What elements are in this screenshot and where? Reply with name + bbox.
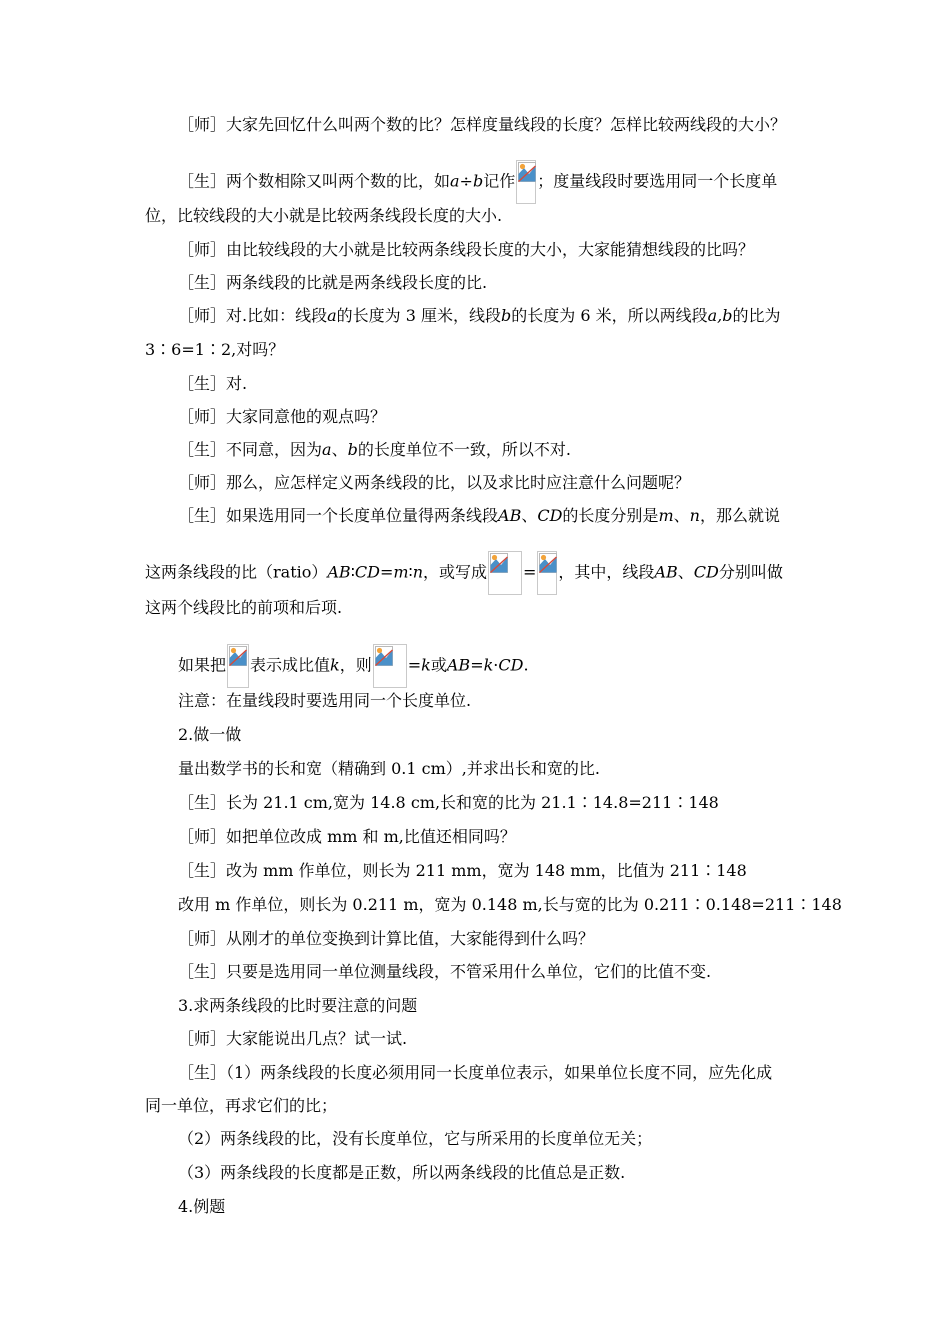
text-line: ［生］如果选用同一个长度单位量得两条线段AB、CD的长度分别是m、n，那么就说 xyxy=(178,506,780,525)
broken-image-icon xyxy=(488,551,522,595)
text-line: 这两个线段比的前项和后项. xyxy=(145,598,343,617)
text-line: 这两条线段的比（ratio）AB∶CD=m∶n，或写成 = ，其中，线段AB、CD分别叫做 xyxy=(145,551,783,595)
text-line: ［师］大家先回忆什么叫两个数的比？怎样度量线段的长度？怎样比较两线段的大小？ xyxy=(178,115,787,134)
text-line: ［生］只要是选用同一单位测量线段，不管采用什么单位，它们的比值不变. xyxy=(178,962,712,981)
text-line: 同一单位，再求它们的比； xyxy=(145,1096,338,1115)
text-line: ［师］大家同意他的观点吗？ xyxy=(178,407,387,426)
text-line: ［师］对.比如：线段a的长度为 3 厘米，线段b的长度为 6 米，所以两线段a,b的比为 xyxy=(178,306,781,325)
broken-image-icon xyxy=(537,551,557,595)
section-heading: 3.求两条线段的比时要注意的问题 xyxy=(178,996,418,1015)
broken-image-icon xyxy=(516,160,536,204)
text-line: ［生］不同意，因为a、b的长度单位不一致，所以不对. xyxy=(178,440,571,459)
text-line: 3∶6=1∶2,对吗？ xyxy=(145,340,285,359)
broken-image-icon xyxy=(373,644,407,688)
text-line: 如果把 表示成比值k，则 =k或AB=k·CD. xyxy=(178,644,529,688)
text-line: 位，比较线段的大小就是比较两条线段长度的大小. xyxy=(145,206,503,225)
text-line: （2）两条线段的比，没有长度单位，它与所采用的长度单位无关； xyxy=(178,1129,653,1148)
text-line: ［师］从刚才的单位变换到计算比值，大家能得到什么吗？ xyxy=(178,929,595,948)
section-heading: 4.例题 xyxy=(178,1197,226,1216)
text-line: ［师］如把单位改成 mm 和 m,比值还相同吗？ xyxy=(178,827,516,846)
text-line: ［师］由比较线段的大小就是比较两条线段长度的大小，大家能猜想线段的比吗？ xyxy=(178,240,755,259)
text-line: ［生］长为 21.1 cm,宽为 14.8 cm,长和宽的比为 21.1∶14.8=211∶148 xyxy=(178,793,719,812)
text-line: ［生］两个数相除又叫两个数的比，如a÷b记作 ；度量线段时要选用同一个长度单 xyxy=(178,160,777,204)
text-line: 量出数学书的长和宽（精确到 0.1 cm）,并求出长和宽的比. xyxy=(178,759,600,778)
section-heading: 2.做一做 xyxy=(178,725,242,744)
text-line: ［生］两条线段的比就是两条线段长度的比. xyxy=(178,273,488,292)
text-line: ［生］（1）两条线段的长度必须用同一长度单位表示，如果单位长度不同，应先化成 xyxy=(178,1063,773,1082)
text-line: ［师］那么，应怎样定义两条线段的比，以及求比时应注意什么问题呢？ xyxy=(178,473,691,492)
text-line: （3）两条线段的长度都是正数，所以两条线段的比值总是正数. xyxy=(178,1163,626,1182)
broken-image-icon xyxy=(227,644,249,688)
text-line: ［生］改为 mm 作单位，则长为 211 mm，宽为 148 mm，比值为 211∶148 xyxy=(178,861,747,880)
text-line: ［师］大家能说出几点？试一试. xyxy=(178,1029,408,1048)
text-line: 改用 m 作单位，则长为 0.211 m，宽为 0.148 m,长与宽的比为 0.211∶0.148=211∶148 xyxy=(178,895,842,914)
text-line: ［生］对. xyxy=(178,374,248,393)
text-line: 注意：在量线段时要选用同一个长度单位. xyxy=(178,691,472,710)
